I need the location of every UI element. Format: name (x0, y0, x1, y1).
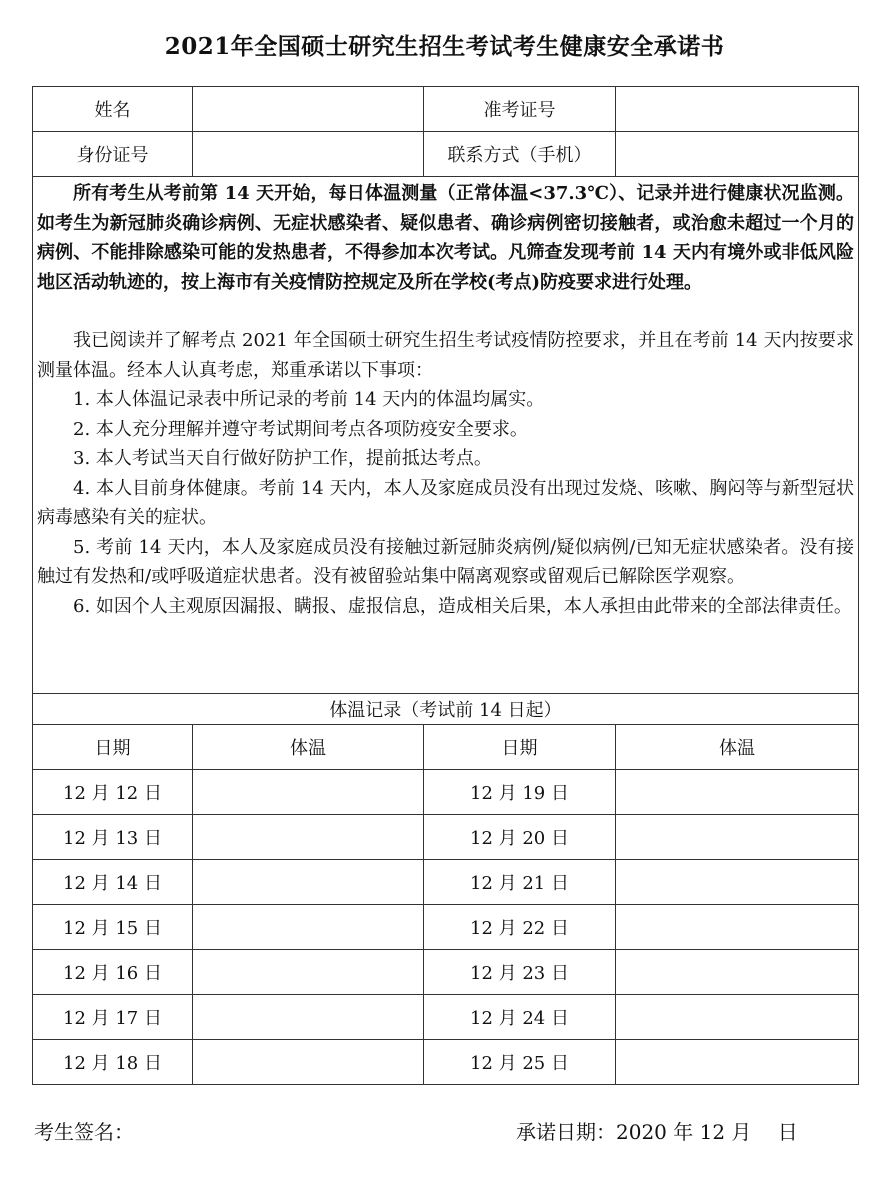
date-cell: 12 月 13 日 (33, 815, 193, 860)
date-cell: 12 月 21 日 (424, 860, 616, 905)
table-row (33, 860, 859, 905)
date-header: 日期 (424, 725, 616, 770)
signature-label: 考生签名： (34, 1120, 134, 1144)
id-number-field[interactable] (193, 132, 424, 177)
table-row (33, 1040, 859, 1085)
document-title: 2021年全国硕士研究生招生考试考生健康安全承诺书 (164, 33, 725, 60)
temperature-record-title: 体温记录（考试前 14 日起） (33, 694, 859, 725)
temperature-header: 体温 (616, 725, 859, 770)
pledge-date-label: 承诺日期：2020 年 12 月 日 (516, 1120, 798, 1144)
notice-paragraph: 所有考生从考前第 14 天开始，每日体温测量（正常体温<37.3℃）、记录并进行健康状况监测。如考生为新冠肺炎确诊病例、无症状感染者、疑似患者、确诊病例密切接触者，或治愈未超过一个月的病例、不能排除感染可能的发热患者，不得参加本次考试。凡筛查发现考前 14 天内有境外或非低风险地区活动轨迹的，按上海市有关疫情防控规定及所在学校(考点)防疫要求进行处理。 (37, 183, 854, 293)
date-cell: 12 月 24 日 (424, 995, 616, 1040)
table-row (33, 905, 859, 950)
table-row (33, 770, 859, 815)
pledge-item: 2. 本人充分理解并遵守考试期间考点各项防疫安全要求。 (73, 418, 528, 440)
temperature-field[interactable] (616, 860, 859, 905)
date-cell: 12 月 19 日 (424, 770, 616, 815)
date-cell: 12 月 16 日 (33, 950, 193, 995)
temperature-field[interactable] (616, 950, 859, 995)
date-cell: 12 月 25 日 (424, 1040, 616, 1085)
table-row (33, 995, 859, 1040)
date-cell: 12 月 23 日 (424, 950, 616, 995)
pledge-item: 3. 本人考试当天自行做好防护工作，提前抵达考点。 (73, 448, 492, 469)
temperature-field[interactable] (616, 905, 859, 950)
table-row (33, 950, 859, 995)
pledge-item: 4. 本人目前身体健康。考前 14 天内，本人及家庭成员没有出现过发烧、咳嗽、胸闷等与新型冠状病毒感染有关的症状。 (37, 477, 854, 528)
temperature-field[interactable] (193, 860, 424, 905)
name-field[interactable] (193, 87, 424, 132)
temperature-field[interactable] (193, 1040, 424, 1085)
date-cell: 12 月 17 日 (33, 995, 193, 1040)
temperature-field[interactable] (193, 905, 424, 950)
date-cell: 12 月 22 日 (424, 905, 616, 950)
date-cell: 12 月 20 日 (424, 815, 616, 860)
date-cell: 12 月 14 日 (33, 860, 193, 905)
contact-field[interactable] (616, 132, 859, 177)
date-cell: 12 月 15 日 (33, 905, 193, 950)
pledge-item: 5. 考前 14 天内，本人及家庭成员没有接触过新冠肺炎病例/疑似病例/已知无症状感染者。没有接触过有发热和/或呼吸道症状患者。没有被留验站集中隔离观察或留观后已解除医学观察。 (37, 536, 854, 587)
table-row (33, 815, 859, 860)
ticket-number-field[interactable] (616, 87, 859, 132)
temperature-field[interactable] (616, 770, 859, 815)
temperature-field[interactable] (616, 1040, 859, 1085)
temperature-field[interactable] (193, 815, 424, 860)
temperature-field[interactable] (193, 950, 424, 995)
ticket-number-label: 准考证号 (424, 87, 616, 132)
date-header: 日期 (33, 725, 193, 770)
date-cell: 12 月 18 日 (33, 1040, 193, 1085)
contact-label: 联系方式（手机） (424, 132, 616, 177)
temperature-field[interactable] (616, 815, 859, 860)
temperature-field[interactable] (193, 995, 424, 1040)
name-label: 姓名 (33, 87, 193, 132)
temperature-header: 体温 (193, 725, 424, 770)
pledge-form-table (32, 86, 859, 1085)
date-cell: 12 月 12 日 (33, 770, 193, 815)
pledge-item: 6. 如因个人主观原因漏报、瞒报、虚报信息，造成相关后果，本人承担由此带来的全部法律责任。 (73, 595, 852, 617)
temperature-field[interactable] (616, 995, 859, 1040)
notice-and-pledge (33, 177, 859, 694)
pledge-item: 1. 本人体温记录表中所记录的考前 14 天内的体温均属实。 (73, 389, 545, 410)
id-number-label: 身份证号 (33, 132, 193, 177)
temperature-field[interactable] (193, 770, 424, 815)
pledge-intro: 我已阅读并了解考点 2021 年全国硕士研究生招生考试疫情防控要求，并且在考前 14 天内按要求测量体温。经本人认真考虑，郑重承诺以下事项： (37, 330, 854, 381)
